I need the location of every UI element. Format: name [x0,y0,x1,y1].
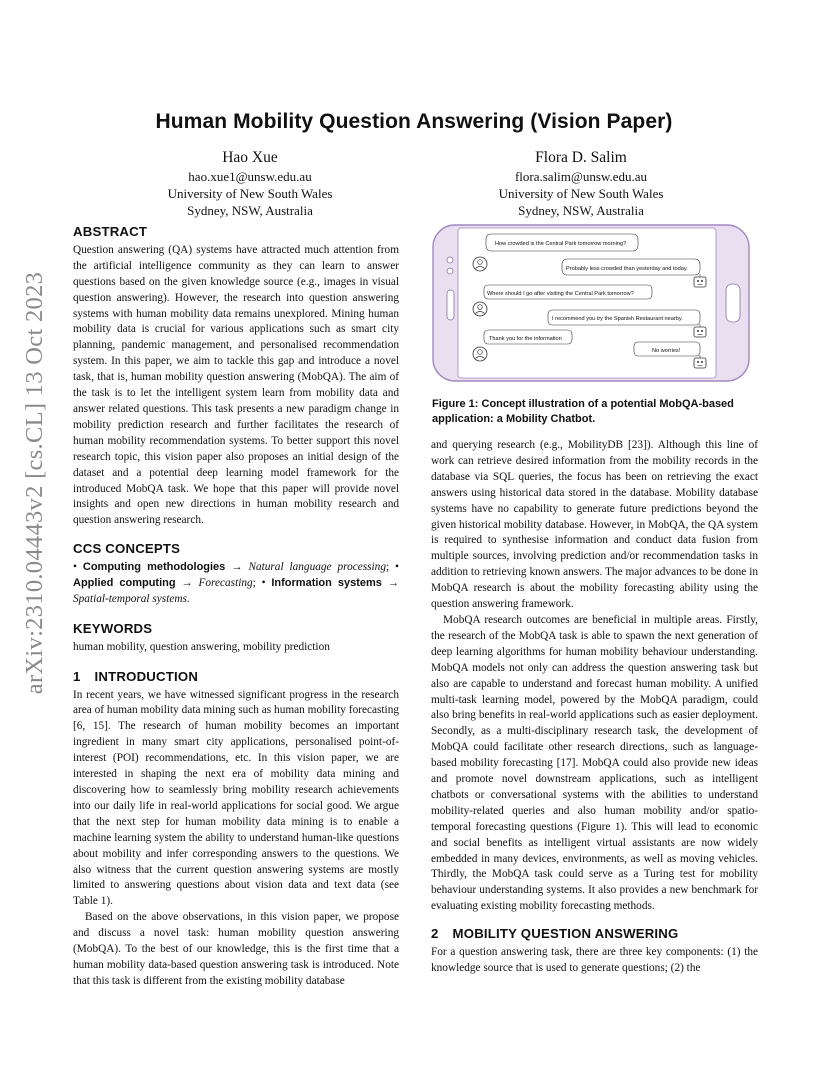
arxiv-stamp-text: arXiv:2310.04443v2 [cs.CL] 13 Oct 2023 [21,271,48,695]
ccs-concepts: • Computing methodologies → Natural language processing; • Applied computing → Forecasting; • Information systems → Spatial-temporal systems. [73,561,400,605]
author-affiliation: University of New South Wales [167,186,333,201]
user-message: How crowded is the Central Park tomorrow morning? [495,241,627,247]
section-2-text: For a question answering task, there are three key components: (1) the knowledge source that is used to generate questions; (2) the [431,946,758,974]
phone-camera-icon [447,257,453,263]
author-affiliation: University of New South Wales [498,186,664,201]
paper-title: Human Mobility Question Answering (Vision Paper) [155,110,673,133]
section-2-heading [431,926,758,942]
abstract-text: Question answering (QA) systems have attracted much attention from the artificial intelligence community as they can learn to answer questions based on the given knowledge source (e.g., images in visual question answering). However, the research into question answering systems with human mobility data remains unexplored. Mining human mobility data is crucial for various applications such as smart city planning, pandemic management, and personalised recommendation system. In this paper, we aim to tackle this gap and introduce a novel task, that is, human mobility question answering (MobQA). The aim of the task is to let the intelligent system learn from mobility data and answer related questions. This task presents a new paradigm change in mobility prediction research and further facilitates the research of human mobility recommendation systems. To better support this novel research topic, this vision paper also proposes an initial design of the dataset and a potential deep learning model framework for the introduced MobQA task. We hope that this paper will provide novel insights and open new directions in human mobility research and question answering research. [73,243,399,527]
intro-paragraph: In recent years, we have witnessed significant progress in the research area of human mobility data mining such as human mobility forecasting [6, 15]. The research of human mobility becomes an important ingredient in many smart city applications, personalised point-of-interest (POI) recommendations, etc. In this vision paper, we are interested in shaping the next era of mobility data mining and discovering how to seamlessly bring mobility research achievements into our daily life in real-world applications for social good. We argue that the next step for human mobility data mining is to enable a machine learning system the ability to understand human-like questions about mobility and infer corresponding answers to the questions. We also witness that the current question answering systems are mostly limited to answering questions about vision data and text data (see Table 1). [73,688,399,908]
body-paragraph: MobQA research outcomes are beneficial in multiple areas. Firstly, the research of the MobQA task is able to spawn the next generation of deep learning algorithms for human mobility behaviour understanding. MobQA models not only can address the question answering task but also are capable to understand and forecast human mobility. A unified multi-task learning model, powered by the MobQA paradigm, could also bring benefits in real-world applications such as easier deployment. Secondly, as a multi-disciplinary research task, the development of MobQA could facilitate other research directions, such as language-based mobility forecasting [17]. MobQA could also provide new ideas and promote novel downstream applications, such as intelligent chatbots or conversational systems with the abilities to understand mobility-related queries and also human mobility and/or spatio-temporal forecasting questions (Figure 1). This will lead to economic and social benefits as intelligent virtual assistants are now widely embedded in many devices, environments, as well as moving vehicles. Thirdly, the MobQA task could serve as a Turing test for mobility behaviour understanding systems. It also provides a new benchmark for evaluating existing mobility forecasting methods. [431,613,758,913]
ccs-topic: Spatial-temporal systems [73,592,187,605]
ccs-category: Information systems [271,577,382,590]
author-2 [431,148,731,219]
ccs-category: Applied computing [73,577,176,590]
phone-side-button [447,290,454,320]
section-title: INTRODUCTION [94,668,199,684]
ccs-heading: CCS CONCEPTS [73,541,181,557]
ccs-topic: Forecasting [198,577,253,590]
ccs-category: Computing methodologies [82,561,226,574]
arxiv-stamp [18,271,52,695]
author-location: Sydney, NSW, Australia [187,203,313,218]
right-column [431,438,758,977]
chatbot-illustration [432,224,750,382]
section-number: 2 [431,926,439,942]
body-paragraph: and querying research (e.g., MobilityDB [23]). Although this line of work can retrieve desired information from the mobility records in the database via SQL queries, the focus has been on retrieving the exact answers using historical data stored in the database. Mobility database systems have no capability to generate future predictions beyond the given historical mobility database. However, in MobQA, the QA system is required to synthesise information and conduct data fusion from multiple sources, involving prediction and/or recommendation tasks in addition to retrieving known answers. The major advances to be done in MobQA research is about the mobility forecasting ability using the question answering framework. [431,439,758,611]
section-title: MOBILITY QUESTION ANSWERING [452,926,679,942]
author-name: Flora D. Salim [535,149,627,166]
bot-message: I recommend you try the Spanish Restaurant nearby. [552,316,683,322]
section-number: 1 [73,668,81,684]
user-message: Thank you for the information [489,336,562,342]
author-1 [100,148,400,219]
figure-1 [432,224,750,382]
left-column [73,224,399,990]
user-avatar-icon [473,257,487,271]
ccs-topic: Natural language processing [248,561,386,574]
phone-sensor-icon [447,268,453,274]
user-avatar-icon [473,302,487,316]
bot-message: Probably less crowded than yesterday and today. [566,266,688,272]
figure-caption: Figure 1: Concept illustration of a potential MobQA-based application: a Mobility Chatbot. [432,398,734,425]
keywords-text: human mobility, question answering, mobility prediction [73,640,330,653]
author-email: hao.xue1@unsw.edu.au [188,169,312,184]
user-avatar-icon [473,347,487,361]
phone-home-button [726,284,740,322]
bot-message: No worries! [652,348,681,354]
abstract-heading: ABSTRACT [73,224,148,239]
intro-paragraph: Based on the above observations, in this vision paper, we propose and discuss a novel task: human mobility question answering (MobQA). To the best of our knowledge, this is the first time that a human mobility data-based question answering task is introduced. Note that this task is different from the existing mobility database [73,911,399,987]
user-message: Where should I go after visiting the Central Park tomorrow? [487,291,634,297]
author-email: flora.salim@unsw.edu.au [514,169,648,184]
intro-heading [73,669,399,685]
author-name: Hao Xue [222,149,278,166]
author-location: Sydney, NSW, Australia [518,203,644,218]
keywords-heading: KEYWORDS [73,620,153,636]
